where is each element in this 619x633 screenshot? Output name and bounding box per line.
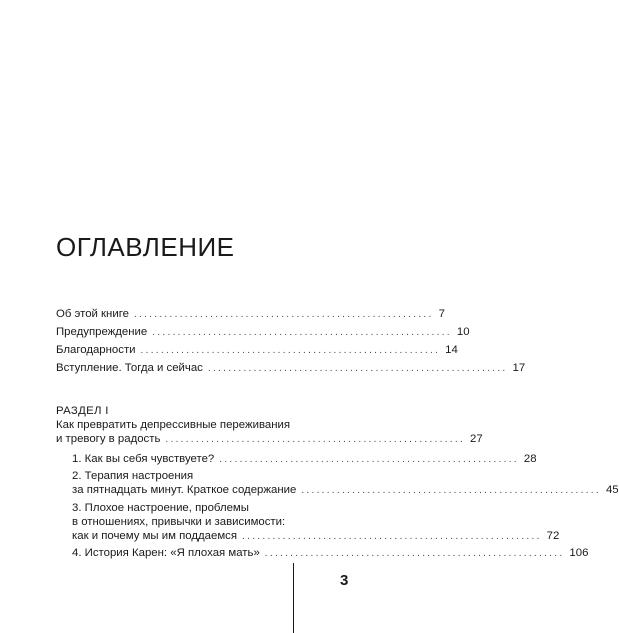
toc-entry-warning[interactable]	[56, 325, 470, 340]
toc-entry-page: 17	[512, 362, 526, 374]
toc-entry-section-1[interactable]	[56, 432, 483, 447]
vertical-rule	[293, 563, 294, 633]
dot-leader: ...........................................................	[165, 434, 466, 445]
dot-leader: ...........................................................	[140, 345, 441, 356]
toc-entry-label: 4. История Карен: «Я плохая мать»	[72, 547, 260, 559]
dot-leader: ...........................................................	[133, 309, 434, 320]
toc-entry-chapter-3[interactable]	[72, 529, 560, 544]
page-title: ОГЛАВЛЕНИЕ	[56, 232, 235, 262]
dot-leader: ...........................................................	[301, 485, 601, 496]
toc-entry-chapter-2[interactable]	[72, 483, 619, 498]
page-number: 3	[340, 572, 349, 589]
dot-leader: ...........................................................	[242, 531, 542, 542]
toc-entry-chapter-1[interactable]	[72, 452, 537, 467]
toc-entry-page: 27	[470, 433, 483, 445]
toc-entry-label: Об этой книге	[56, 308, 129, 320]
toc-entry-label: Благодарности	[56, 344, 136, 356]
toc-entry-page: 72	[546, 530, 560, 542]
toc-entry-label: за пятнадцать минут. Краткое содержание	[72, 484, 297, 496]
dot-leader: ...........................................................	[152, 327, 452, 338]
dot-leader: ...........................................................	[219, 454, 519, 465]
toc-entry-page: 7	[438, 308, 445, 320]
chapter-title-line[interactable]: в отношениях, привычки и зависимости:	[72, 516, 286, 528]
toc-entry-page: 10	[456, 326, 470, 338]
toc-entry-introduction[interactable]	[56, 361, 526, 376]
toc-entry-label: как и почему мы им поддаемся	[72, 530, 238, 542]
toc-entry-page: 28	[523, 453, 537, 465]
toc-entry-page: 14	[445, 344, 458, 356]
toc-entry-about-book[interactable]	[56, 307, 445, 322]
section-title-line[interactable]: Как превратить депрессивные переживания	[56, 419, 291, 431]
toc-entry-page: 45	[605, 484, 619, 496]
toc-entry-label: Предупреждение	[56, 326, 148, 338]
toc-entry-label: Вступление. Тогда и сейчас	[56, 362, 203, 374]
toc-entry-page: 106	[569, 547, 589, 559]
toc-entry-acknowledgements[interactable]	[56, 343, 458, 358]
toc-entry-label: и тревогу в радость	[56, 433, 161, 445]
dot-leader: ...........................................................	[264, 548, 565, 559]
toc-entry-chapter-4[interactable]	[72, 546, 589, 561]
chapter-title-line[interactable]: 3. Плохое настроение, проблемы	[72, 502, 249, 514]
toc-entry-label: 1. Как вы себя чувствуете?	[72, 453, 215, 465]
dot-leader: ...........................................................	[207, 363, 508, 374]
section-label: РАЗДЕЛ I	[56, 405, 109, 417]
chapter-title-line[interactable]: 2. Терапия настроения	[72, 470, 194, 482]
